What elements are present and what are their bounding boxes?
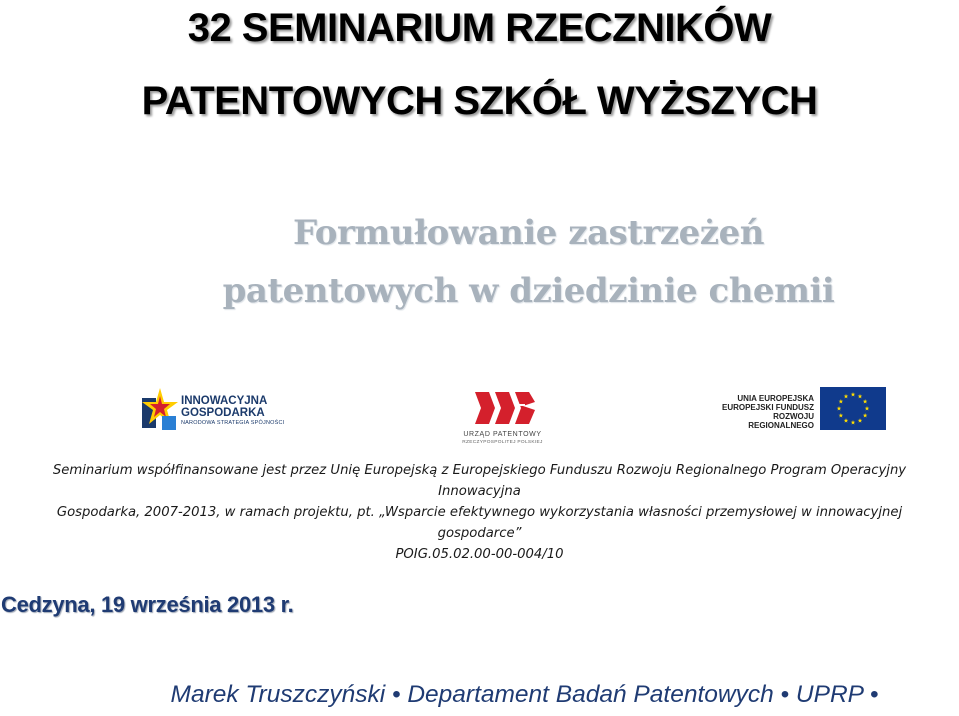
cofinancing-line-1: Seminarium współfinansowane jest przez Unię Europejską z Europejskiego Funduszu Rozwoju Regionalnego Program Operacyjny Innowacyjna <box>52 463 907 499</box>
upr-emblem-icon <box>455 388 550 430</box>
eu-star-icon <box>851 392 856 396</box>
project-code: POIG.05.02.00-00-004/10 <box>395 547 564 562</box>
eu-star-icon <box>863 399 868 403</box>
main-title-line-2: PATENTOWYCH SZKÓŁ WYŻSZYCH <box>141 79 818 123</box>
eu-text-line-1: UNIA EUROPEJSKA <box>737 394 814 403</box>
ig-name <box>181 395 267 419</box>
eu-star-icon <box>858 418 863 422</box>
eu-star-icon <box>837 406 842 410</box>
eu-text-line-2: EUROPEJSKI FUNDUSZ <box>721 403 814 412</box>
ig-name-line-1: INNOWACYJNA <box>181 395 268 407</box>
subtitle-line-2: patentowych w dziedzinie chemii <box>222 271 835 311</box>
eu-star-icon <box>863 413 868 417</box>
main-title-line-1: 32 SEMINARIUM RZECZNIKÓW <box>187 6 772 50</box>
upr-name: URZĄD PATENTOWY <box>463 431 542 438</box>
eu-text <box>706 394 814 430</box>
eu-star-icon <box>839 413 844 417</box>
footer-author: Marek Truszczyński • Departament Badań Patentowych • UPRP • <box>170 681 879 708</box>
eu-star-icon <box>839 399 844 403</box>
cofinancing-note <box>14 460 945 565</box>
eu-fund-logo <box>706 386 886 432</box>
innowacyjna-gospodarka-logo <box>140 384 285 440</box>
place-date: Cedzyna, 19 września 2013 r. <box>1 592 294 617</box>
ig-name-line-2: GOSPODARKA <box>181 407 265 419</box>
subtitle-line-1: Formułowanie zastrzeżeń <box>293 213 764 253</box>
eu-star-icon <box>858 394 863 398</box>
urzad-patentowy-logo <box>455 388 550 450</box>
eu-stars <box>820 387 886 430</box>
eu-flag-icon <box>820 387 886 430</box>
eu-star-icon <box>865 406 870 410</box>
eu-star-icon <box>844 394 849 398</box>
eu-star-icon <box>844 418 849 422</box>
ig-tagline: NARODOWA STRATEGIA SPÓJNOŚCI <box>181 420 285 426</box>
ig-star-icon <box>140 386 180 436</box>
eu-star-icon <box>851 420 856 424</box>
upr-subname: RZECZYPOSPOLITEJ POLSKIEJ <box>462 440 543 445</box>
eu-text-line-3: ROZWOJU REGIONALNEGO <box>748 412 814 430</box>
cofinancing-line-2: Gospodarka, 2007-2013, w ramach projektu, pt. „Wsparcie efektywnego wykorzystania własności przemysłowej w innowacyjnej gospodarce” <box>56 505 903 541</box>
